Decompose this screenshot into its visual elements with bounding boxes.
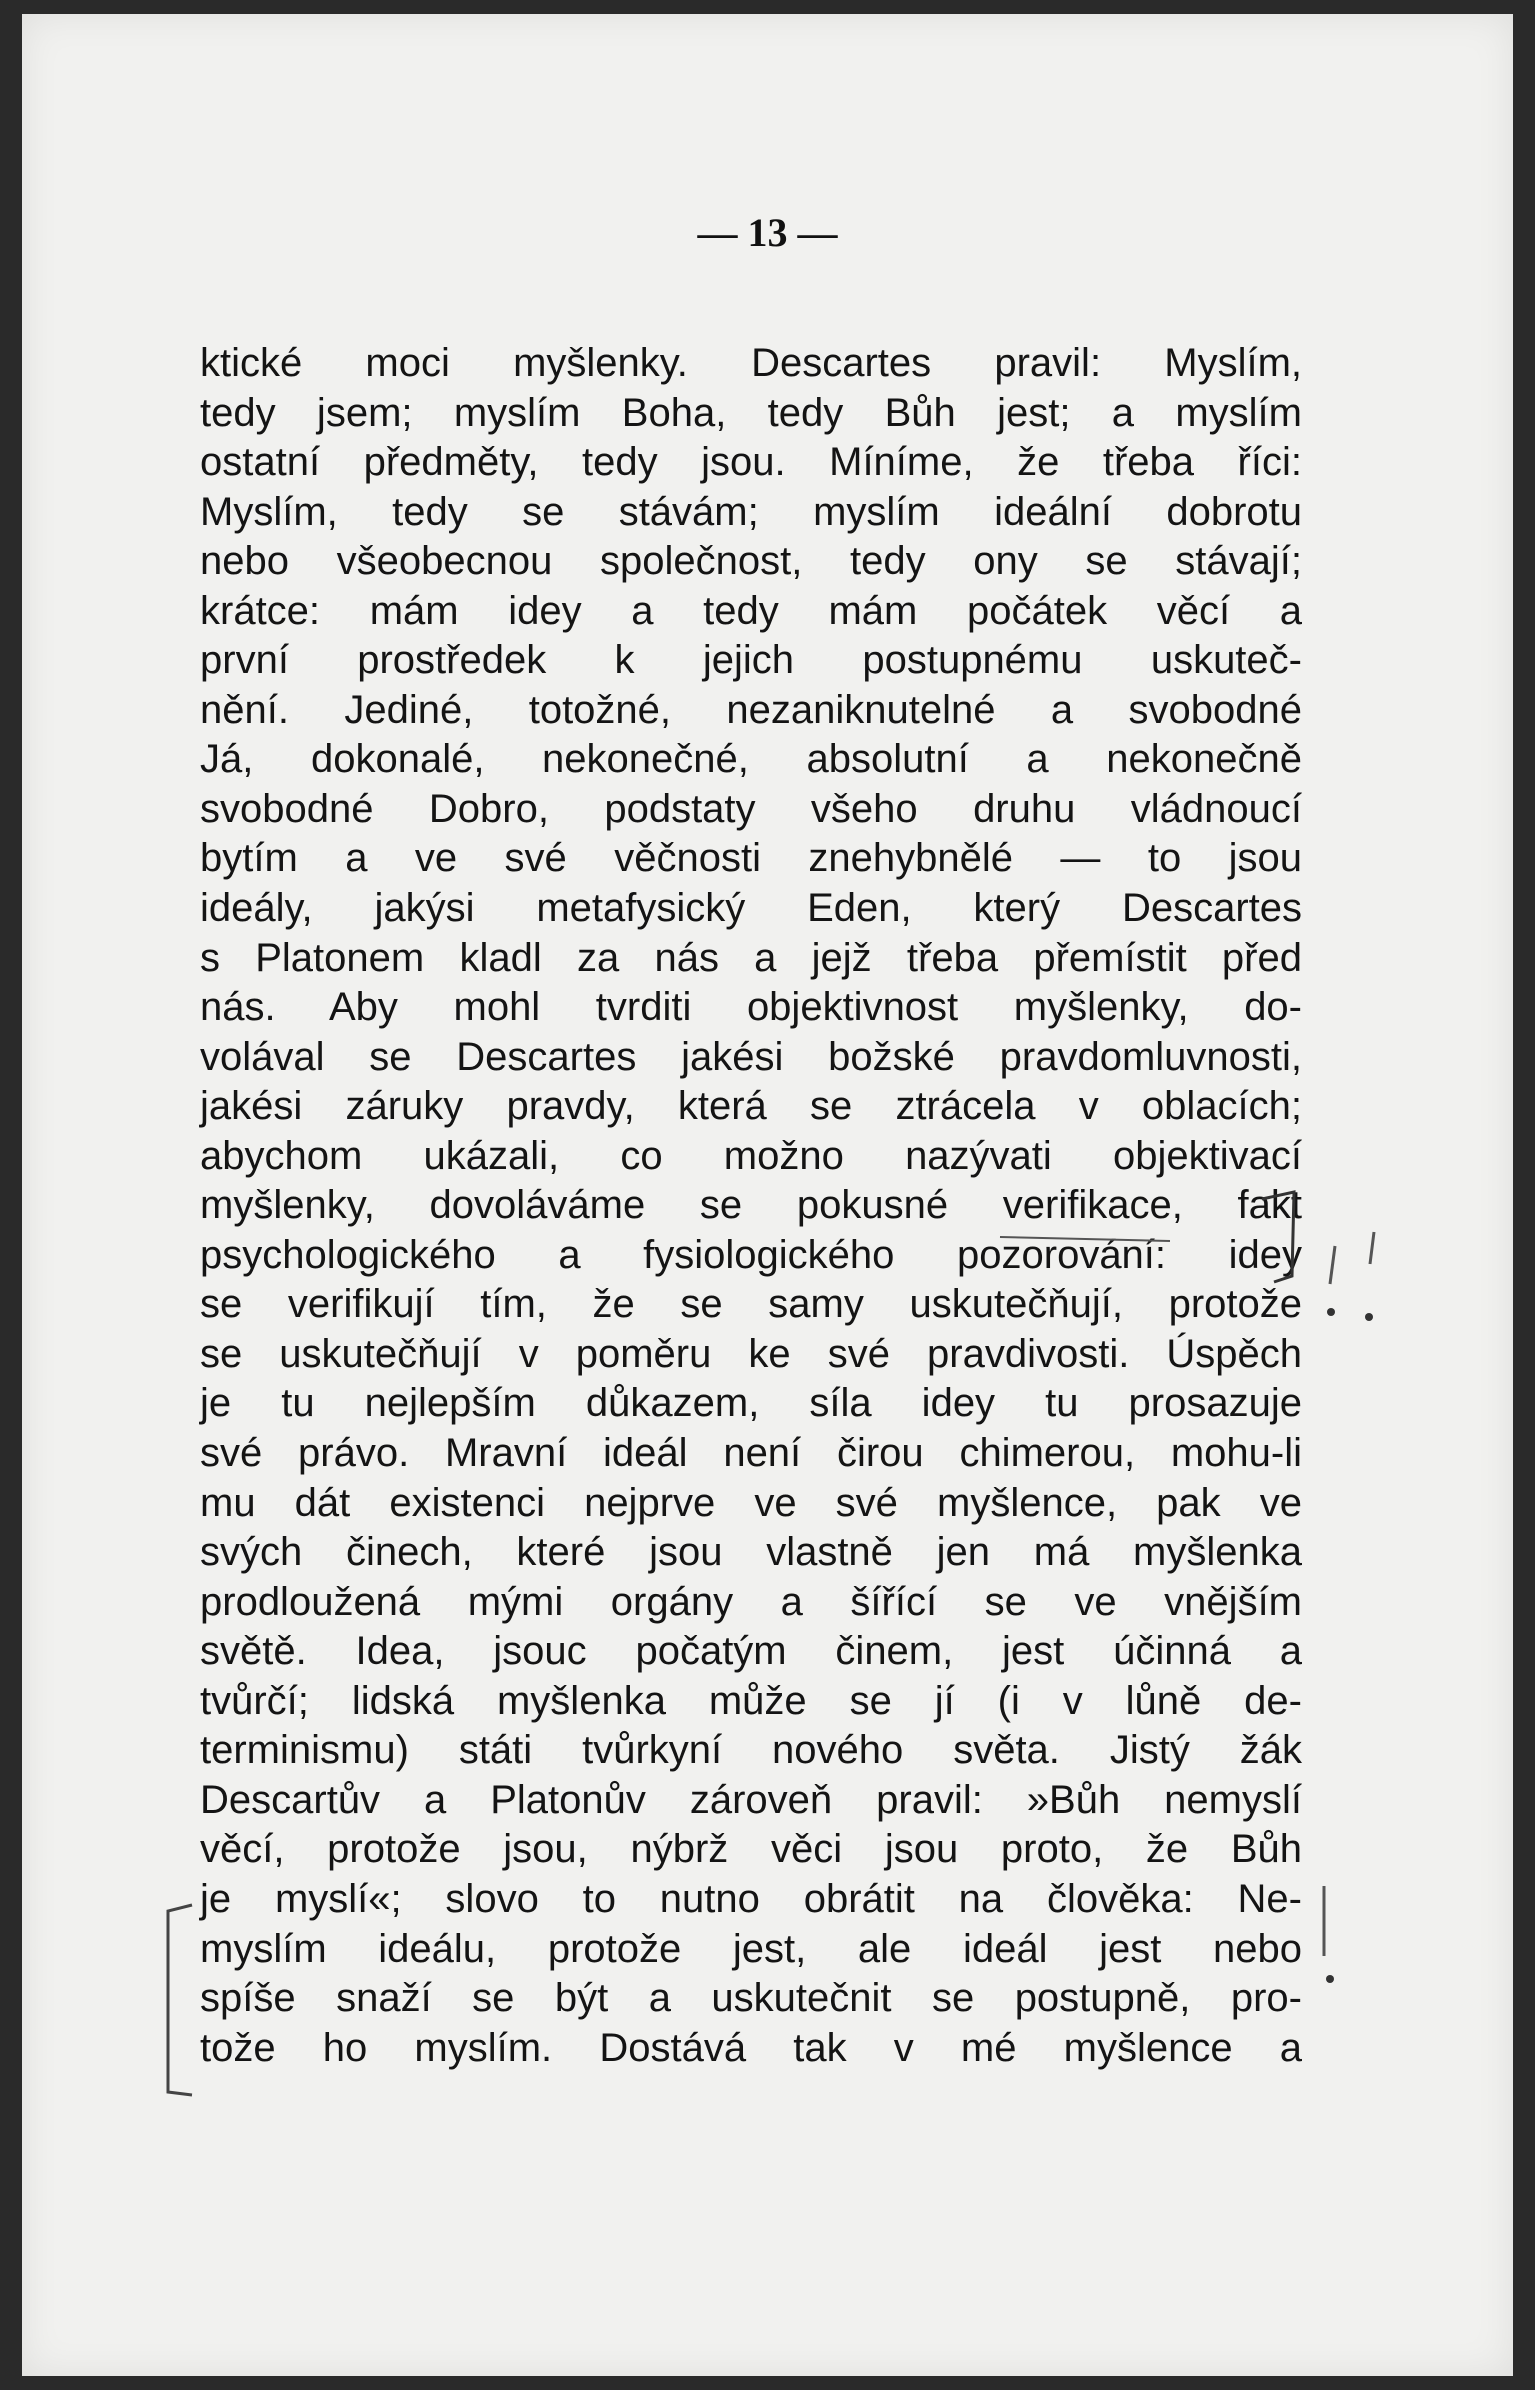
text-line: nebo všeobecnou společnost, tedy ony se stávají;: [200, 539, 1302, 584]
text-line: věcí, protože jsou, nýbrž věci jsou proto, že Bůh: [200, 1827, 1302, 1872]
text-line: prodloužená mými orgány a šířící se ve vnějším: [200, 1579, 1302, 1624]
text-line: Myslím, tedy se stávám; myslím ideální dobrotu: [200, 489, 1302, 534]
text-line: se verifikují tím, že se samy uskutečňují, protože: [200, 1282, 1302, 1327]
text-line: světě. Idea, jsouc počatým činem, jest účinná a: [200, 1629, 1302, 1674]
text-line: terminismu) státi tvůrkyní nového světa. Jistý žák: [200, 1728, 1302, 1773]
text-line: spíše snaží se být a uskutečnit se postupně, pro-: [200, 1976, 1302, 2021]
dot-marks-right: [1326, 1308, 1373, 1983]
text-line: tože ho myslím. Dostává tak v mé myšlence a: [200, 2025, 1302, 2070]
text-line: svobodné Dobro, podstaty všeho druhu vládnoucí: [200, 786, 1302, 831]
text-line: myslím ideálu, protože jest, ale ideál jest nebo: [200, 1926, 1302, 1971]
text-line: své právo. Mravní ideál není čirou chimerou, mohu-li: [200, 1431, 1302, 1476]
text-line: svých činech, které jsou vlastně jen má myšlenka: [200, 1530, 1302, 1575]
text-line: krátce: mám idey a tedy mám počátek věcí a: [200, 588, 1302, 633]
text-line: s Platonem kladl za nás a jejž třeba přemístit před: [200, 935, 1302, 980]
text-line: ktické moci myšlenky. Descartes pravil: Myslím,: [200, 341, 1302, 385]
text-line: je tu nejlepším důkazem, síla idey tu prosazuje: [200, 1381, 1302, 1426]
text-line: ostatní předměty, tedy jsou. Míníme, že třeba říci:: [200, 440, 1302, 485]
text-line: se uskutečňují v poměru ke své pravdivosti. Úspěch: [200, 1331, 1302, 1376]
text-line: tvůrčí; lidská myšlenka může se jí (i v lůně de-: [200, 1678, 1302, 1723]
text-line: bytím a ve své věčnosti znehybnělé — to jsou: [200, 836, 1302, 881]
bracket-mark-left: [168, 1905, 192, 2095]
book-page: [22, 14, 1513, 2376]
text-line: první prostředek k jejich postupnému uskuteč-: [200, 638, 1302, 683]
text-line: psychologického a fysiologického pozorování: idey: [200, 1232, 1302, 1277]
body-text: [200, 339, 1302, 2073]
text-line: ideály, jakýsi metafysický Eden, který Descartes: [200, 886, 1302, 931]
text-line: nění. Jediné, totožné, nezaniknutelné a svobodné: [200, 687, 1302, 732]
text-line: tedy jsem; myslím Boha, tedy Bůh jest; a myslím: [200, 390, 1302, 435]
pencil-strokes-right: [1330, 1232, 1374, 1284]
text-line: abychom ukázali, co možno nazývati objektivací: [200, 1133, 1302, 1178]
text-line: myšlenky, dovoláváme se pokusné verifikace, fakt: [200, 1183, 1302, 1228]
text-line: mu dát existenci nejprve ve své myšlence, pak ve: [200, 1480, 1302, 1525]
text-line: je myslí«; slovo to nutno obrátit na člověka: Ne-: [200, 1876, 1302, 1921]
text-line: nás. Aby mohl tvrditi objektivnost myšlenky, do-: [200, 985, 1302, 1030]
text-line: volával se Descartes jakési božské pravdomluvnosti,: [200, 1034, 1302, 1079]
text-line: jakési záruky pravdy, která se ztrácela v oblacích;: [200, 1084, 1302, 1129]
text-line: Descartův a Platonův zároveň pravil: »Bůh nemyslí: [200, 1777, 1302, 1822]
text-line: Já, dokonalé, nekonečné, absolutní a nekonečně: [200, 737, 1302, 782]
page-number: — 13 —: [697, 210, 838, 255]
